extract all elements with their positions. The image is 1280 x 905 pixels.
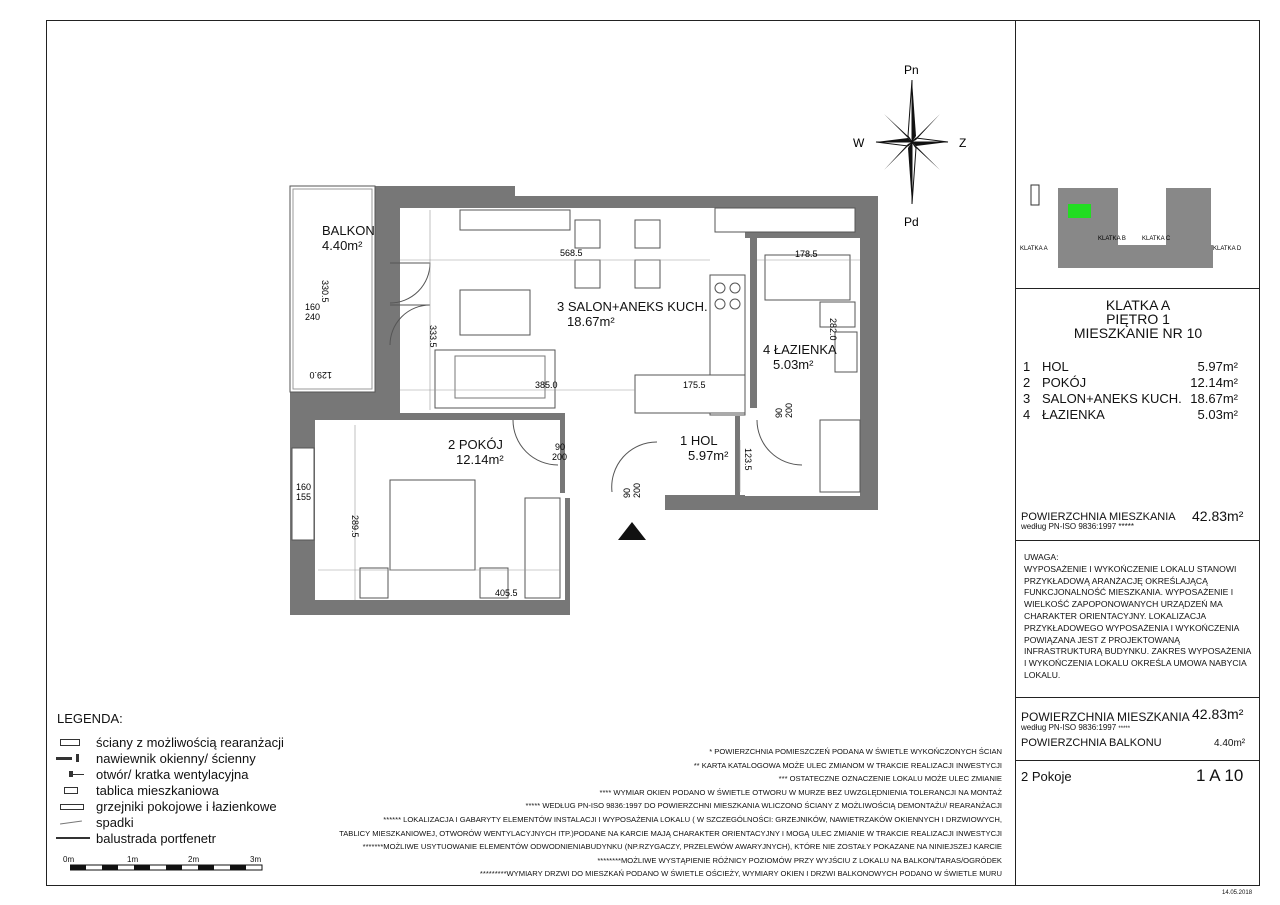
label-lazienka: 4 ŁAZIENKA 5.03m² (763, 342, 837, 372)
dim-balkon-door-w: 160 (305, 302, 321, 312)
entrance-arrow (618, 522, 646, 540)
dim-window-w: 160 (296, 482, 312, 492)
dim-pokoj-door-w: 90 (555, 442, 566, 452)
dim-balkon-height: 330.5 (320, 280, 330, 303)
unit-code: 1 A 10 (1196, 766, 1244, 785)
dim-kitchen: 175.5 (683, 380, 706, 390)
dim-pokoj-door-h: 200 (552, 452, 568, 462)
summary-area-norm: według PN-ISO 9836:1997 ***** (1021, 723, 1131, 732)
dim-salon-width: 568.5 (560, 248, 583, 258)
key-plan-label-a: KLATKA A (1020, 246, 1048, 252)
room-row: 3 SALON+ANEKS KUCH. 18.67m² (1023, 391, 1238, 406)
scale-3: 3m (250, 855, 262, 864)
staircase: KLATKA A (1105, 297, 1171, 313)
key-plan-label-c: KLATKA C (1142, 236, 1171, 242)
legend-item: tablica mieszkaniowa (56, 782, 284, 798)
bed (390, 480, 475, 570)
compass-south-label: Pd (904, 215, 919, 229)
dim-hol-door-h: 200 (632, 482, 642, 498)
total-area-norm: według PN-ISO 9836:1997 ***** (1021, 522, 1134, 531)
scale-bar (70, 864, 270, 872)
dim-bath-height: 282.0 (828, 318, 838, 341)
compass-west-label: W (853, 136, 865, 150)
rooms-count: 2 Pokoje (1021, 769, 1072, 784)
dim-bath-door-h: 200 (784, 402, 794, 418)
key-plan-label-b: KLATKA B (1098, 236, 1126, 242)
dim-balkon-door-h: 240 (305, 312, 321, 322)
bath-wall (750, 238, 757, 408)
separator-3 (1015, 697, 1260, 698)
label-balkon: BALKON 4.40m² (322, 223, 375, 253)
legend (56, 734, 284, 846)
total-area-label: POWIERZCHNIA MIESZKANIA (1021, 511, 1176, 523)
footnote: TABLICY MIESZKANIOWEJ, OTWORÓW WENTYLACYJNYCH ITP.)PODANE NA KARCIE MAJĄ CHARAKTER ORIENTACYJNY I MOGĄ ULEC ZMIANIE W TRAKCIE REALIZACJI INWESTYCJI (339, 828, 1002, 838)
dim-salon-lower: 385.0 (535, 380, 558, 390)
room-row: 1 HOL 5.97m² (1023, 359, 1238, 374)
room-row: 4 ŁAZIENKA 5.03m² (1023, 407, 1238, 422)
unit: MIESZKANIE NR 10 (1073, 325, 1203, 341)
footnote: **** WYMIAR OKIEN PODANO W ŚWIETLE OTWORU W MURZE BEZ UWZGLĘDNIENIA TOLERANCJI NA MONTAŻ (599, 787, 1002, 797)
legend-item: otwór/ kratka wentylacyjna (56, 766, 284, 782)
sofa (435, 350, 555, 408)
dim-pokoj-width: 405.5 (495, 588, 518, 598)
scale-0: 0m (63, 855, 75, 864)
scale-2: 2m (188, 855, 200, 864)
footnote: *** OSTATECZNE OZNACZENIE LOKALU MOŻE ULEC ZMIANIE (778, 774, 1002, 784)
balcony-floor (290, 186, 375, 392)
footnote: * POWIERZCHNIA POMIESZCZEŃ PODANA W ŚWIETLE WYKOŃCZONYCH ŚCIAN (709, 747, 1002, 756)
dim-bath-door-w: 90 (774, 407, 784, 418)
footnote: ***** WEDŁUG PN-ISO 9836:1997 DO POWIERZCHNI MIESZKANIA WLICZONO ŚCIANY Z MOŻLIWOŚCIĄ DEMONTAŻU/ REARANŻACJI (525, 801, 1002, 811)
key-plan (1018, 180, 1258, 275)
footnote: ****** LOKALIZACJA I GABARYTY ELEMENTÓW INSTALACJI I WYPOSAŻENIA LOKALU ( W SZCZEGÓLNOŚCI: GRZEJNIKÓW, NAWIETRZAKÓW OKIENNYCH I DRZWIOWYCH, (383, 814, 1002, 824)
balcony-area-value: 4.40m² (1214, 738, 1246, 749)
apartment-header (1048, 298, 1228, 340)
hol-floor (565, 420, 665, 492)
compass-east-label: Z (959, 136, 967, 150)
dim-pokoj-height: 289.5 (350, 515, 360, 538)
key-plan-highlight (1068, 204, 1091, 218)
scale-1: 1m (127, 855, 139, 864)
dim-window-h: 155 (296, 492, 312, 502)
separator-2 (1015, 540, 1260, 541)
title-block-divider (1015, 20, 1016, 886)
footnote: *******MOŻLIWE USYTUOWANIE ELEMENTÓW ODWODNIENIABUDYNKU (NP.RZYGACZY, PRZELEWÓW AWARYJNYCH), KTÓRE NIE ZOSTAŁY POKAZANE NA NINIEJSZEJ KARCIE (362, 842, 1002, 852)
label-salon: 3 SALON+ANEKS KUCH. 18.67m² (557, 299, 708, 329)
dim-hol-height: 123.5 (743, 448, 753, 471)
bathtub (765, 255, 850, 300)
dim-bath-width: 178.5 (795, 249, 818, 259)
legend-item: ściany z możliwością rearanżacji (56, 734, 284, 750)
label-pokoj: 2 POKÓJ 12.14m² (448, 437, 504, 467)
footnote: *********WYMIARY DRZWI DO MIESZKAŃ PODANO W ŚWIETLE OŚCIEŻY, WYMIARY OKIEN I DRZWI BALKONOWYCH PODANO W ŚWIETLE MURU (479, 869, 1002, 879)
footnotes (290, 745, 1002, 881)
key-plan-label-d: KLATKA D (1213, 246, 1242, 252)
room-table (1023, 359, 1238, 423)
legend-item: grzejniki pokojowe i łazienkowe (56, 798, 284, 814)
table (460, 290, 530, 335)
legend-item: nawiewnik okienny/ ścienny (56, 750, 284, 766)
uwaga-note: UWAGA: WYPOSAŻENIE I WYKOŃCZENIE LOKALU STANOWI PRZYKŁADOWĄ ARANŻACJĘ OKREŚLAJĄCĄ FUNKCJONALNOŚĆ MIESZKANIA. WYPOSAŻENIE I WIELKOŚĆ ZAPOPONOWANYCH URZĄDZEŃ MA CHARAKTER ORIENTACYJNY. LOKALIZACJA PRZYKŁADOWEGO WYPOSAŻENIA I WYKOŃCZENIA POWIĄZANA JEST Z PROJEKTOWANĄ INFRASTRUKTURĄ BUDYNKU. ZAKRES WYPOSAŻENIA I WYKOŃCZENIA LOKALU OKREŚLA UMOWA NABYCIA LOKALU. (1024, 552, 1252, 680)
dim-salon-height: 333.5 (428, 325, 438, 348)
balcony-area-label: POWIERZCHNIA BALKONU (1021, 737, 1162, 749)
wardrobe (525, 498, 560, 598)
summary-area-label: POWIERZCHNIA MIESZKANIA (1021, 710, 1190, 724)
dim-balkon-width: 129.0 (309, 370, 332, 380)
date: 14.05.2018 (1222, 890, 1253, 896)
floor: PIĘTRO 1 (1106, 311, 1170, 327)
compass-north-label: Pn (904, 63, 919, 77)
legend-title: LEGENDA: (57, 711, 123, 726)
room-row: 2 POKÓJ 12.14m² (1023, 375, 1238, 390)
legend-item: balustrada portfenetr (56, 830, 284, 846)
footnote: ** KARTA KATALOGOWA MOŻE ULEC ZMIANOM W TRAKCIE REALIZACJI INWESTYCJI (693, 760, 1002, 770)
total-area-value: 42.83m² (1192, 508, 1244, 524)
label-hol: 1 HOL 5.97m² (680, 433, 729, 463)
summary-area-value: 42.83m² (1192, 706, 1244, 722)
separator-1 (1015, 288, 1260, 289)
dim-hol-door-w: 90 (622, 487, 632, 498)
footnote: ********MOŻLIWE WYSTĄPIENIE RÓŻNICY POZIOMÓW PRZY WYJŚCIU Z LOKALU NA BALKON/TARAS/OGRÓDEK (597, 855, 1002, 865)
legend-item: spadki (56, 814, 284, 830)
separator-4 (1015, 760, 1260, 761)
